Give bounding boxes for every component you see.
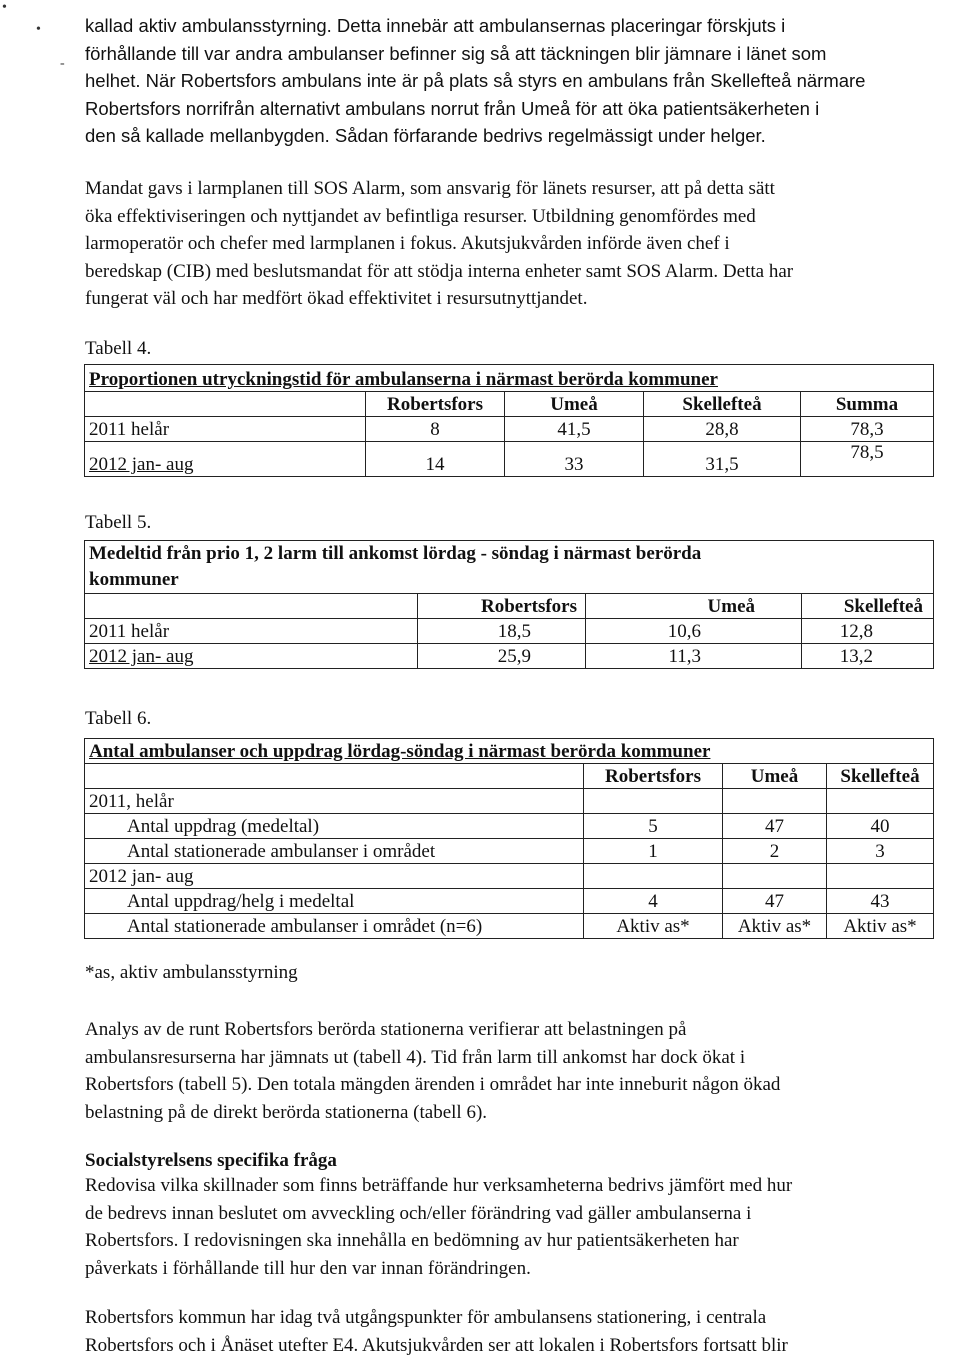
text-line: helhet. När Robertsfors ambulans inte är på plats så styrs en ambulans från Skellefteå närmare	[85, 70, 866, 91]
table6-cell: 4	[584, 889, 723, 914]
text-line: öka effektiviseringen och nyttjandet av befintliga resurser. Utbildning genomfördes med	[85, 205, 756, 227]
table4-header-cell: Skellefteå	[644, 392, 801, 417]
table5-cell: 2011 helår	[85, 619, 418, 644]
table4	[84, 364, 934, 477]
table4-cell: 8	[366, 417, 505, 442]
table4-header-cell	[85, 392, 366, 417]
table5-cell: 25,9	[418, 644, 586, 669]
table4-title: Proportionen utryckningstid för ambulanserna i närmast berörda kommuner	[85, 365, 934, 392]
table4-cell: 28,8	[644, 417, 801, 442]
text-line: påverkats i förhållande till hur den var innan förändringen.	[85, 1257, 531, 1279]
table6-cell: 43	[827, 889, 934, 914]
scan-mark: •	[2, 0, 7, 15]
table4-cell: 14	[366, 442, 505, 477]
table4-header-cell: Umeå	[505, 392, 644, 417]
table6-cell: Aktiv as*	[723, 914, 827, 939]
table5	[84, 540, 934, 669]
scan-mark: -	[60, 56, 65, 71]
table-row	[85, 889, 934, 914]
table5-cell: 10,6	[586, 619, 802, 644]
table6-header-blank	[85, 764, 584, 789]
table4-cell: 31,5	[644, 442, 801, 477]
final-paragraph	[85, 1304, 955, 1359]
text-line: de bedrevs innan beslutet om avveckling och/eller förändring vad gäller ambulanserna i	[85, 1202, 752, 1224]
table5-header-cell: Skellefteå	[802, 594, 934, 619]
table-row	[85, 644, 934, 669]
table4-cell: 2011 helår	[85, 417, 366, 442]
table5-cell: 18,5	[418, 619, 586, 644]
table6-header-cell: Skellefteå	[827, 764, 934, 789]
table6-cell: 3	[827, 839, 934, 864]
table4-header-cell: Robertsfors	[366, 392, 505, 417]
table6-title	[85, 739, 934, 764]
table6-cell	[584, 789, 723, 814]
table6-cell	[723, 864, 827, 889]
table6-cell: 47	[723, 889, 827, 914]
table4-cell: 78,5	[801, 442, 934, 477]
fraga-paragraph	[85, 1172, 955, 1282]
table5-caption: Tabell 5.	[85, 512, 152, 533]
table6-cell: Aktiv as*	[827, 914, 934, 939]
table6-title-text: Antal ambulanser och uppdrag lördag-söndag i närmast berörda kommuner	[89, 741, 711, 762]
table6-cell	[827, 789, 934, 814]
table6-header-cell: Umeå	[723, 764, 827, 789]
table-row	[85, 442, 934, 477]
table5-cell: 11,3	[586, 644, 802, 669]
table6-cell: Aktiv as*	[584, 914, 723, 939]
table-row	[85, 619, 934, 644]
text-line: förhållande till var andra ambulanser befinner sig så att täckningen blir jämnare i länet som	[85, 42, 827, 64]
table6-cell: 5	[584, 814, 723, 839]
table6-cell: 1	[584, 839, 723, 864]
text-line: Redovisa vilka skillnader som finns beträffande hur verksamheterna bedrivs jämfört med hur	[85, 1175, 793, 1196]
table6-footnote: *as, aktiv ambulansstyrning	[85, 962, 298, 983]
table5-title-line: kommuner	[89, 569, 179, 590]
text-line: beredskap (CIB) med beslutsmandat för att stödja interna enheter samt SOS Alarm. Detta har	[85, 260, 794, 282]
table4-cell: 2012 jan- aug	[85, 442, 366, 477]
text-line: larmoperatör och chefer med larmplanen i fokus. Akutsjukvården införde även chef i	[85, 233, 730, 254]
table6-group-label: 2011, helår	[85, 789, 584, 814]
text-line: kallad aktiv ambulansstyrning. Detta innebär att ambulansernas placeringar förskjuts i	[85, 15, 786, 36]
table6	[84, 738, 934, 939]
text-line: Mandat gavs i larmplanen till SOS Alarm, som ansvarig för länets resurser, att på detta sätt	[85, 178, 775, 199]
table4-cell: 33	[505, 442, 644, 477]
text-line: belastning på de direkt berörda stationerna (tabell 6).	[85, 1101, 488, 1123]
table6-cell: 40	[827, 814, 934, 839]
analys-paragraph	[85, 1016, 955, 1126]
table-row	[85, 839, 934, 864]
table5-cell: 12,8	[802, 619, 934, 644]
table4-header-cell: Summa	[801, 392, 934, 417]
table5-header-cell: Umeå	[586, 594, 802, 619]
table6-cell	[827, 864, 934, 889]
table6-cell: 47	[723, 814, 827, 839]
section-heading: Socialstyrelsens specifika fråga	[85, 1150, 337, 1171]
table6-group-label: 2012 jan- aug	[85, 864, 584, 889]
table6-row-label: Antal uppdrag (medeltal)	[85, 814, 584, 839]
scan-mark: •	[36, 22, 41, 37]
mandat-paragraph	[85, 175, 955, 313]
text-line: Robertsfors. I redovisningen ska innehålla en bedömning av hur patientsäkerheten har	[85, 1230, 739, 1251]
table6-row-label: Antal uppdrag/helg i medeltal	[85, 889, 584, 914]
text-line: Robertsfors (tabell 5). Den totala mängden ärenden i området har inte inneburit någon ökad	[85, 1074, 781, 1095]
table6-header-cell: Robertsfors	[584, 764, 723, 789]
table6-cell	[584, 864, 723, 889]
table6-cell	[723, 789, 827, 814]
text-line: Analys av de runt Robertsfors berörda stationerna verifierar att belastningen på	[85, 1019, 687, 1040]
table4-caption: Tabell 4.	[85, 338, 152, 359]
table5-header-cell: Robertsfors	[418, 594, 586, 619]
table5-cell: 13,2	[802, 644, 934, 669]
text-line: Robertsfors kommun har idag två utgångspunkter för ambulansens stationering, i centrala	[85, 1307, 767, 1328]
text-line: Robertsfors och i Ånäset utefter E4. Akutsjukvården ser att lokalen i Robertsfors fortsatt blir	[85, 1334, 788, 1356]
table-row	[85, 417, 934, 442]
text-line: ambulansresurserna har jämnats ut (tabell 4). Tid från larm till ankomst har dock ökat i	[85, 1046, 746, 1068]
table5-title	[85, 541, 934, 594]
table6-row-label: Antal stationerade ambulanser i området (n=6)	[85, 914, 584, 939]
table5-cell: 2012 jan- aug	[85, 644, 418, 669]
table5-title-line: Medeltid från prio 1, 2 larm till ankomst lördag - söndag i närmast berörda	[89, 543, 702, 564]
table6-caption: Tabell 6.	[85, 708, 152, 729]
table6-row-label: Antal stationerade ambulanser i området	[85, 839, 584, 864]
text-line: Robertsfors norrifrån alternativt ambulans norrut från Umeå för att öka patientsäkerheten i	[85, 97, 820, 119]
table-row	[85, 814, 934, 839]
table4-cell: 78,3	[801, 417, 934, 442]
table6-cell: 2	[723, 839, 827, 864]
table5-header-cell	[85, 594, 418, 619]
text-line: fungerat väl och har medfört ökad effektivitet i resursutnyttjandet.	[85, 288, 588, 309]
table4-cell: 41,5	[505, 417, 644, 442]
table-row	[85, 914, 934, 939]
text-line: den så kallade mellanbygden. Sådan förfarande bedrivs regelmässigt under helger.	[85, 125, 766, 146]
intro-paragraph	[85, 12, 955, 150]
